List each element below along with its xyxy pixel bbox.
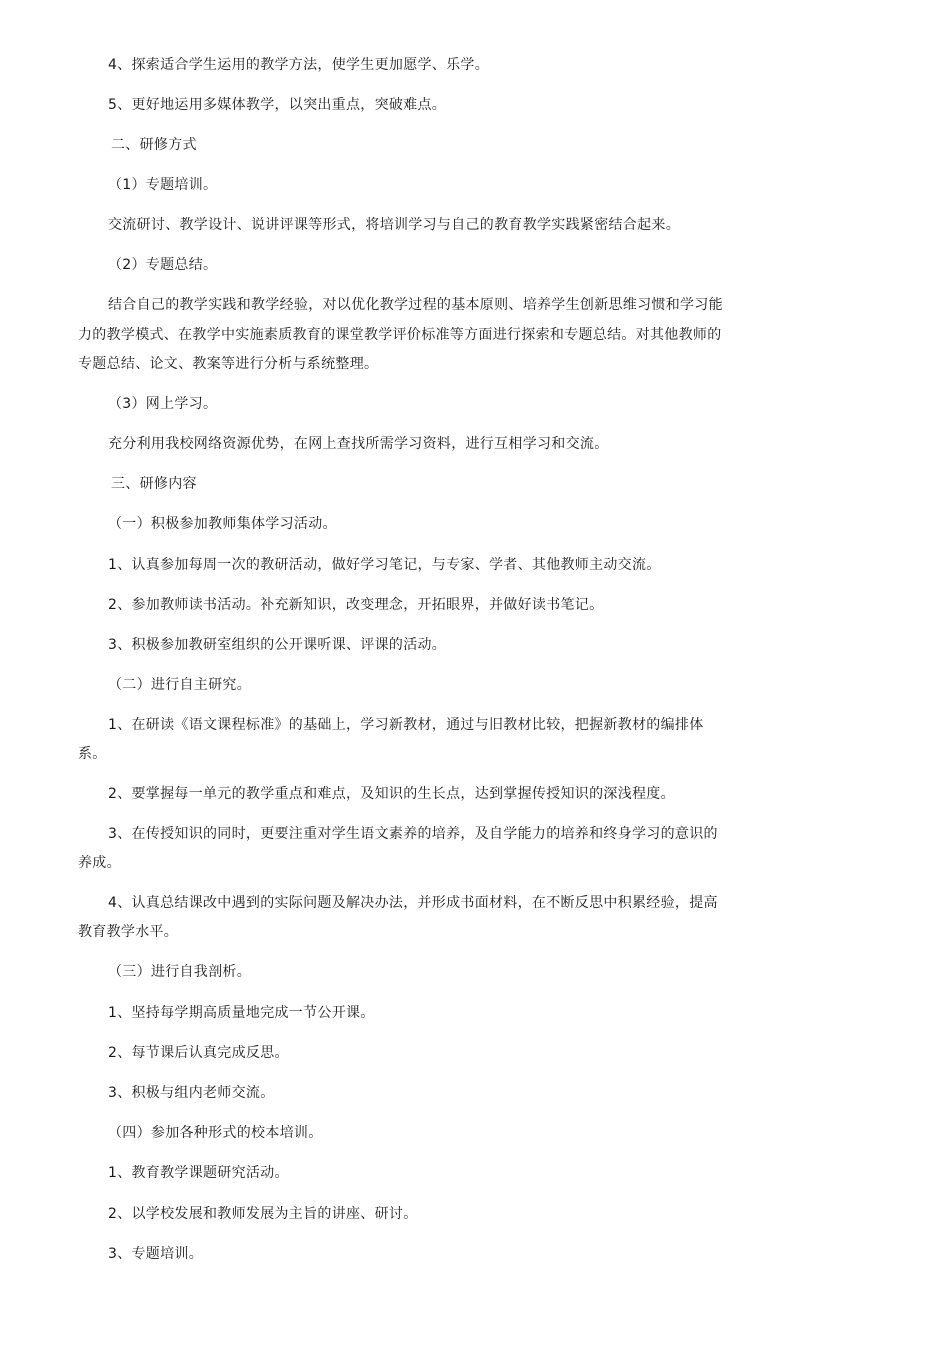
subsection-heading: （二）进行自主研究。 — [108, 677, 251, 693]
text-line: 系。 — [78, 746, 107, 762]
text-line: 3、积极参加教研室组织的公开课听课、评课的活动。 — [108, 637, 447, 653]
text-line: 5、更好地运用多媒体教学，以突出重点，突破难点。 — [108, 97, 447, 113]
subsection-heading: （2）专题总结。 — [108, 257, 218, 273]
text-line: 力的教学模式、在教学中实施素质教育的课堂教学评价标准等方面进行探索和专题总结。对其他教师的 — [78, 327, 722, 343]
subsection-heading: （三）进行自我剖析。 — [108, 964, 251, 980]
text-line: 结合自己的教学实践和教学经验，对以优化教学过程的基本原则、培养学生创新思维习惯和学习能 — [108, 297, 723, 313]
text-line: 交流研讨、教学设计、说讲评课等形式，将培训学习与自己的教育教学实践紧密结合起来。 — [108, 217, 680, 233]
text-line: 2、每节课后认真完成反思。 — [108, 1045, 289, 1061]
text-line: 教育教学水平。 — [78, 924, 179, 940]
text-line: 4、认真总结课改中遇到的实际问题及解决办法，并形成书面材料，在不断反思中积累经验，提高 — [108, 895, 718, 911]
section-heading: 三、研修内容 — [111, 476, 197, 492]
text-line: 专题总结、论文、教案等进行分析与系统整理。 — [78, 356, 379, 372]
subsection-heading: （四）参加各种形式的校本培训。 — [108, 1125, 323, 1141]
text-line: 1、教育教学课题研究活动。 — [108, 1165, 289, 1181]
text-line: 1、坚持每学期高质量地完成一节公开课。 — [108, 1005, 375, 1021]
text-line: 养成。 — [78, 855, 121, 871]
text-line: 3、专题培训。 — [108, 1246, 204, 1262]
text-line: 2、参加教师读书活动。补充新知识，改变理念，开拓眼界，并做好读书笔记。 — [108, 597, 604, 613]
text-line: 2、要掌握每一单元的教学重点和难点，及知识的生长点，达到掌握传授知识的深浅程度。 — [108, 786, 675, 802]
subsection-heading: （3）网上学习。 — [108, 396, 218, 412]
text-line: 1、在研读《语文课程标准》的基础上，学习新教材，通过与旧教材比较，把握新教材的编排体 — [108, 717, 704, 733]
text-line: 4、探索适合学生运用的教学方法，使学生更加愿学、乐学。 — [108, 57, 490, 73]
text-line: 3、积极与组内老师交流。 — [108, 1085, 275, 1101]
text-line: 1、认真参加每周一次的教研活动，做好学习笔记，与专家、学者、其他教师主动交流。 — [108, 557, 661, 573]
text-line: 充分利用我校网络资源优势，在网上查找所需学习资料，进行互相学习和交流。 — [108, 436, 609, 452]
section-heading: 二、研修方式 — [111, 137, 197, 153]
text-line: 2、以学校发展和教师发展为主旨的讲座、研讨。 — [108, 1206, 418, 1222]
subsection-heading: （1）专题培训。 — [108, 177, 218, 193]
text-line: 3、在传授知识的同时，更要注重对学生语文素养的培养，及自学能力的培养和终身学习的意识的 — [108, 826, 718, 842]
subsection-heading: （一）积极参加教师集体学习活动。 — [108, 516, 337, 532]
